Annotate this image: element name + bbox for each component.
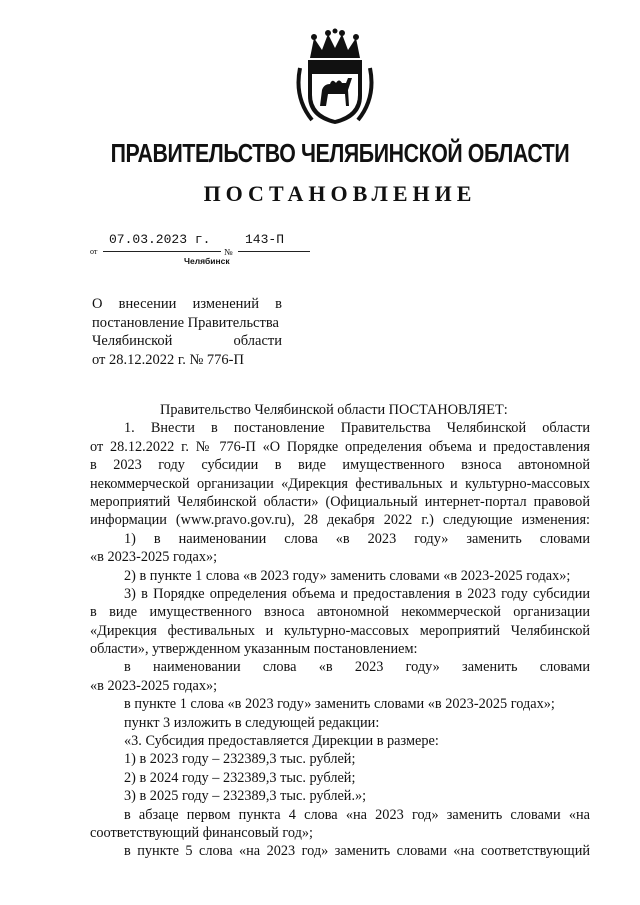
body-line: некоммерческой организации «Дирекция фестивальных и культурно-массовых — [90, 475, 590, 492]
body-line: 2) в пункте 1 слова «в 2023 году» заменить словами «в 2023-2025 годах»; — [124, 567, 571, 584]
body-line: 1) в наименовании слова «в 2023 году» заменить словами — [124, 530, 590, 547]
decree-number: 143-П — [245, 232, 285, 247]
number-underline — [238, 251, 310, 252]
body-line: в наименовании слова «в 2023 году» заменить словами — [124, 659, 590, 676]
date-prefix: от — [90, 247, 98, 256]
body-line: «в 2023-2025 годах»; — [90, 677, 218, 694]
body-line: в пункте 5 слова «на 2023 год» заменить словами «на соответствующий — [124, 843, 590, 860]
body-line: 3) в Порядке определения объема и предоставления в 2023 году субсидии — [124, 585, 590, 602]
decree-date: 07.03.2023 г. — [109, 232, 211, 247]
body-line: 2) в 2024 году – 232389,3 тыс. рублей; — [124, 769, 356, 786]
body-line: 3) в 2025 году – 232389,3 тыс. рублей.»; — [124, 788, 367, 805]
body-line: от 28.12.2022 г. № 776-П «О Порядке определения объема и предоставления — [90, 438, 590, 455]
body-line: 1) в 2023 году – 232389,3 тыс. рублей; — [124, 751, 356, 768]
city-name: Челябинск — [184, 256, 230, 266]
body-line: в виде имущественного взноса автономной некоммерческой организации — [90, 604, 590, 621]
subject-line: О внесении изменений в — [92, 296, 282, 312]
body-line: 1. Внести в постановление Правительства Челябинской области — [124, 420, 590, 437]
body-line: информации (www.pravo.gov.ru), 28 декабря 2022 г.) следующие изменения: — [90, 512, 590, 529]
subject-line: от 28.12.2022 г. № 776-П — [92, 351, 244, 368]
subject-line: Челябинской области — [92, 333, 282, 349]
body-line: Правительство Челябинской области ПОСТАНОВЛЯЕТ: — [160, 402, 508, 418]
subject-line: постановление Правительства — [92, 314, 279, 331]
document-body — [90, 401, 590, 861]
number-prefix: № — [224, 247, 233, 257]
body-line: соответствующий финансовый год»; — [90, 824, 313, 841]
body-line: «в 2023-2025 годах»; — [90, 549, 218, 566]
body-line: мероприятий Челябинской области» (Официальный интернет-портал правовой — [90, 493, 590, 510]
body-line: «Дирекция фестивальных и культурно-массовых мероприятий Челябинской — [90, 622, 590, 639]
document-type-title: ПОСТАНОВЛЕНИЕ — [203, 181, 477, 206]
body-line: в пункте 1 слова «в 2023 году» заменить словами «в 2023-2025 годах»; — [124, 696, 555, 713]
chelyabinsk-coat-of-arms-icon — [292, 28, 378, 128]
body-line: области», утвержденном указанным постановлением: — [90, 641, 418, 658]
subject-block — [92, 295, 282, 369]
body-line: «3. Субсидия предоставляется Дирекции в размере: — [124, 733, 439, 750]
government-title: ПРАВИТЕЛЬСТВО ЧЕЛЯБИНСКОЙ ОБЛАСТИ — [110, 138, 570, 168]
body-line: в абзаце первом пункта 4 слова «на 2023 год» заменить словами «на — [124, 806, 590, 823]
body-line: в 2023 году субсидии в виде имущественного взноса автономной — [90, 457, 590, 474]
date-underline — [103, 251, 221, 252]
body-line: пункт 3 изложить в следующей редакции: — [124, 714, 380, 731]
